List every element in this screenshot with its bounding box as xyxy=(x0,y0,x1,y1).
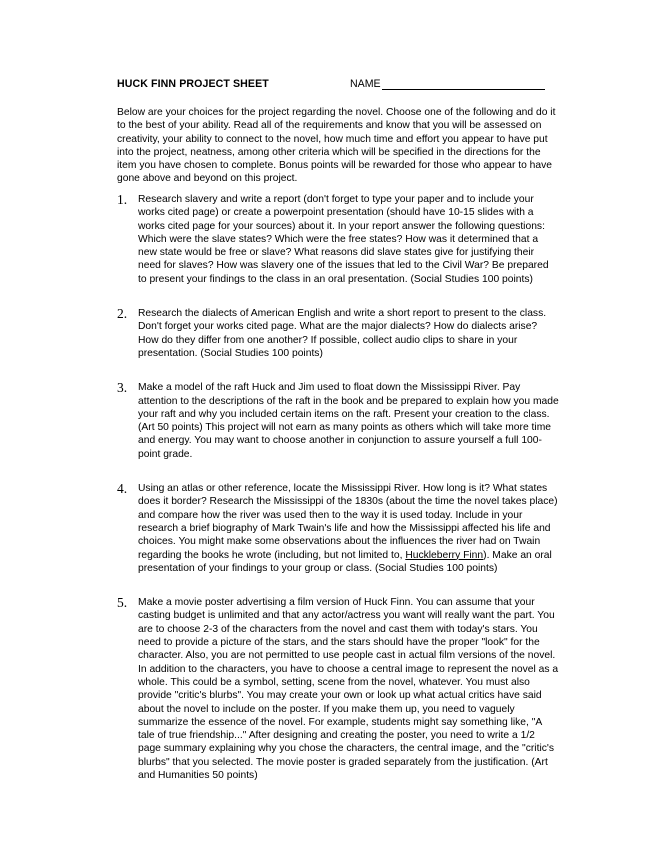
list-item xyxy=(117,307,559,360)
item-number: 4. xyxy=(117,481,128,497)
list-item xyxy=(117,482,559,575)
item-text: Make a movie poster advertising a film version of Huck Finn. You can assume that your casting budget is unlimited and that any actor/actress you want will really want the part. You are to choose 2-3 of the characters from the novel and cast them with today's stars. You need to provide a picture of the stars, and the stars should have the proper "look" for the character. Also, you are not permitted to use people cast in actual film versions of the novel. In addition to the characters, you have to choose a central image to represent the novel as a whole. This could be a symbol, setting, scene from the novel, whatever. You must also provide "critic's blurbs". You may create your own or look up what actual critics have said about the novel to include on the poster. If you make them up, you need to vaguely summarize the essence of the novel. For example, students might say something like, "A tale of true friendship..." After designing and creating the poster, you need to write a 1/2 page summary explaining why you chose the characters, the central image, and the "critic's blurbs" that you selected. The movie poster is graded separately from the justification. (Art and Humanities 50 points) xyxy=(138,597,559,781)
book-title: Huckleberry Finn xyxy=(405,549,484,561)
name-field xyxy=(350,78,545,90)
item-text xyxy=(138,482,559,575)
list-item xyxy=(117,596,559,782)
item-text: Research the dialects of American English and write a short report to present to the class. Don't forget your works cited page. What are the major dialects? How do dialects arise? How do they differ from one another? If possible, collect audio clips to share in your presentation. (Social Studies 100 points) xyxy=(138,308,547,359)
page-header xyxy=(117,78,381,90)
item-number: 1. xyxy=(117,192,128,207)
intro-paragraph: Below are your choices for the project regarding the novel. Choose one of the following and do it to the best of your ability. Read all of the requirements and know that you will be assessed on creativity, your ability to connect to the novel, how much time and effort you appear to have put into the project, neatness, among other criteria which will be specified in the directions for the item you have chosen to complete. Bonus points will be rewarded for those who appear to have gone above and beyond on this project. xyxy=(117,107,556,185)
item-text: Make a model of the raft Huck and Jim used to float down the Mississippi River. Pay attention to the descriptions of the raft in the book and be prepared to explain how you made your raft and why you included certain items on the raft. Present your creation to the class. (Art 50 points) This project will not earn as many points as others which will take more time and energy. You may want to choose another in conjunction to assure yourself a full 100-point grade. xyxy=(138,382,559,460)
list-item xyxy=(117,193,559,286)
item-number: 3. xyxy=(117,380,128,396)
name-label: NAME xyxy=(350,78,381,90)
page-title: HUCK FINN PROJECT SHEET xyxy=(117,78,269,90)
name-blank-line xyxy=(382,78,545,90)
item-text-before: Using an atlas or other reference, locate the Mississippi River. How long is it? What states does it border? Research the Mississippi of the 1830s (about the time the novel takes place) and compare how the river was used then to the way it is used today. Include in your research a brief biography of Mark Twain's life and how the Mississippi affected his life and choices. You might make some observations about the influences the river had on Twain regarding the books he wrote (including, but not limited to, xyxy=(138,483,558,561)
list-item xyxy=(117,381,559,461)
item-text: Research slavery and write a report (don't forget to type your paper and to include your works cited page) or create a powerpoint presentation (should have 10-15 slides with a works cited page for your sources) about it. In your report answer the following questions: Which were the slave states? Which were the free states? How was it determined that a new state would be free or slave? What reasons did slave states give for justifying their need for slaves? How was slavery one of the issues that led to the Civil War? Be prepared to present your findings to the class in an oral presentation. (Social Studies 100 points) xyxy=(138,194,549,285)
item-number: 5. xyxy=(117,595,128,611)
item-text-after: ). Make an oral presentation of your findings to your group or class. (Social Studies 100 points) xyxy=(138,549,552,574)
item-number: 2. xyxy=(117,306,128,322)
project-options-list xyxy=(117,193,559,782)
